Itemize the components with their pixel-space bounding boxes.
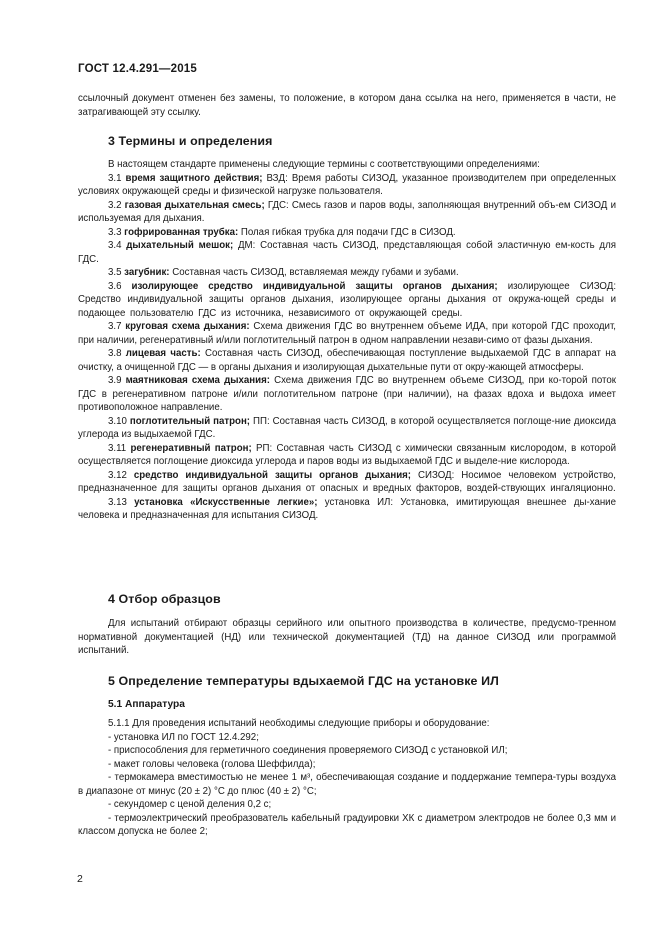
section-4-title: 4 Отбор образцов	[108, 592, 221, 606]
term-3-12	[78, 469, 616, 496]
term-name: круговая схема дыхания:	[125, 321, 250, 332]
term-3-10	[78, 415, 616, 442]
term-number: 3.4	[108, 240, 127, 251]
list-item: - установка ИЛ по ГОСТ 12.4.292;	[108, 731, 259, 743]
term-name: маятниковая схема дыхания:	[125, 375, 270, 386]
term-number: 3.10	[108, 415, 130, 427]
section-5-title: 5 Определение температуры вдыхаемой ГДС на установке ИЛ	[108, 674, 499, 688]
list-item: - приспособления для герметичного соединения проверяемого СИЗОД с установкой ИЛ;	[108, 745, 508, 756]
term-number: 3.5	[108, 267, 125, 278]
term-name: средство индивидуальной защиты органов дыхания;	[133, 469, 412, 481]
term-definition: РП: Составная часть СИЗОД с химически связанным кислородом, в которой осуществляется поглощение диоксида углерода и паров воды из выдыхаемой ГДС и выделе-ние кислорода.	[78, 442, 617, 467]
term-3-8	[78, 347, 616, 374]
document-header: ГОСТ 12.4.291—2015	[78, 63, 197, 75]
term-number: 3.8	[108, 348, 126, 359]
section-4-text: Для испытаний отбирают образцы серийного или опытного производства в количестве, предусмо-тренном нормативной документацией (НД) или технической документацией (ТД) на данное СИЗОД или программой испытаний.	[78, 618, 616, 656]
term-definition: Полая гибкая трубка для подачи ГДС в СИЗОД.	[238, 226, 456, 238]
term-definition: Схема движения ГДС во внутреннем объеме СИЗОД, при ко-торой поток ГДС в регенеративном патроне и/или поглотительном патроне (при наличии), на фазах вдоха и выдоха имеет противоположное направление.	[78, 375, 616, 413]
term-name: лицевая часть:	[125, 348, 201, 359]
term-name: дыхательный мешок;	[126, 240, 234, 251]
term-definition: изолирующее СИЗОД: Средство индивидуальной защиты органов дыхания, изолирующее органы дыхания от окружа-ющей среды и подающее пользователю ГДС из источника, независимого от окружающей среды.	[78, 280, 617, 319]
term-3-2	[78, 199, 616, 226]
list-item: - термокамера вместимостью не менее 1 м³, обеспечивающая создание и поддержание темпера-туры воздуха в диапазоне от минус (20 ± 2) °С до плюс (40 ± 2) °С;	[78, 772, 616, 797]
section-5-1-1-lead: 5.1.1 Для проведения испытаний необходимы следующие приборы и оборудование:	[108, 718, 490, 729]
term-3-6	[78, 280, 616, 321]
term-definition: СИЗОД: Носимое человеком устройство, предназначенное для защиты органов дыхания от опасных и вредных факторов, воздей-ствующих ингаляционно.	[78, 469, 616, 494]
term-3-7	[78, 320, 616, 347]
term-definition: ДМ: Составная часть СИЗОД, представляющая собой эластичную ем-кость для ГДС.	[78, 240, 616, 265]
intro-paragraph	[78, 92, 616, 119]
term-number: 3.9	[108, 375, 126, 386]
term-number: 3.1	[108, 172, 126, 184]
term-name: гофрированная трубка:	[124, 226, 239, 238]
term-definition: ПП: Составная часть СИЗОД, в которой осуществляется поглоще-ние диоксида углерода из выдыхаемой ГДС.	[78, 415, 617, 440]
list-item: - термоэлектрический преобразователь кабельный градуировки ХК с диаметром электродов не более 0,3 мм и классом допуска не более 2;	[78, 812, 616, 837]
term-name: загубник:	[124, 267, 170, 278]
term-definition: Составная часть СИЗОД, обеспечивающая поступление выдыхаемой ГДС в аппарат на очистку, а очищенной ГДС — в органы дыхания и изолирующая дыхательные пути от окру-жающей атмосферы.	[78, 348, 616, 373]
term-name: газовая дыхательная смесь;	[124, 199, 265, 211]
term-name: регенеративный патрон;	[130, 442, 252, 454]
term-number: 3.6	[108, 280, 132, 292]
term-number: 3.13	[108, 496, 135, 508]
term-number: 3.12	[108, 469, 134, 481]
term-number: 3.7	[108, 321, 126, 332]
intro-text: ссылочный документ отменен без замены, то положение, в котором дана ссылка на него, применяется в части, не затрагивающей эту ссылку.	[78, 93, 616, 118]
term-name: время защитного действия;	[125, 172, 263, 184]
term-3-9	[78, 374, 616, 415]
section-4-body	[78, 617, 616, 658]
list-item: - макет головы человека (голова Шеффилда);	[108, 758, 316, 770]
term-definition: ГДС: Смесь газов и паров воды, заполняющая внутренний объ-ем СИЗОД и используемая для дыхания.	[78, 199, 616, 224]
term-3-11	[78, 442, 616, 469]
term-name: установка «Искусственные легкие»;	[134, 496, 318, 508]
term-3-13	[78, 496, 616, 523]
term-3-4	[78, 239, 616, 266]
term-number: 3.11	[108, 442, 131, 454]
section-3-title: 3 Термины и определения	[108, 134, 273, 148]
list-item: - секундомер с ценой деления 0,2 с;	[108, 799, 272, 810]
term-3-3	[78, 226, 616, 240]
section-5-1-title: 5.1 Аппаратура	[108, 699, 185, 710]
term-3-1	[78, 172, 616, 199]
section-3-body	[78, 158, 616, 523]
term-definition: ВЗД: Время работы СИЗОД, указанное производителем при определенных условиях окружающей среды и физической нагрузке пользователя.	[78, 172, 616, 197]
term-3-5	[78, 266, 616, 280]
section-3-lead: В настоящем стандарте применены следующие термины с соответствующими определениями:	[108, 159, 540, 170]
section-5-body	[78, 717, 616, 839]
term-number: 3.2	[108, 199, 125, 211]
term-name: изолирующее средство индивидуальной защиты органов дыхания;	[131, 280, 498, 292]
term-definition: Составная часть СИЗОД, вставляемая между губами и зубами.	[169, 267, 459, 278]
term-definition: Схема движения ГДС во внутреннем объеме ИДА, при которой ГДС проходит, при наличии, регенеративный и/или поглотительный патрон в одном направлении незави-симо от фазы дыхания.	[78, 321, 616, 346]
term-definition: установка ИЛ: Установка, имитирующая внешнее ды-хание человека и предназначенная для испытания СИЗОД.	[78, 496, 616, 521]
page-number: 2	[77, 873, 83, 885]
term-number: 3.3	[108, 226, 125, 238]
term-name: поглотительный патрон;	[129, 415, 251, 427]
